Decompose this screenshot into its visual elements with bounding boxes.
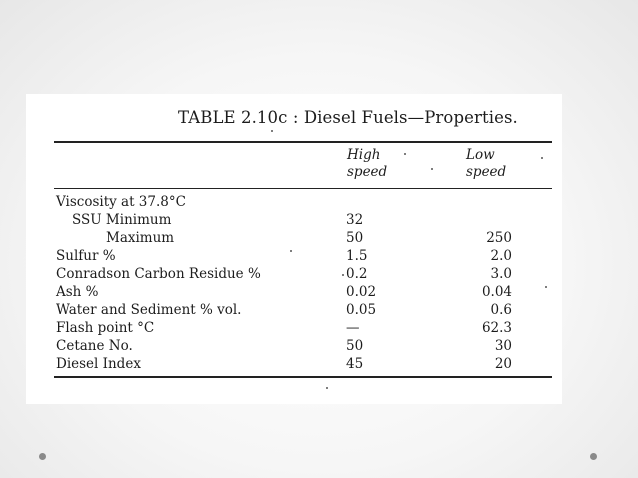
table-row [26, 211, 562, 229]
table-row [26, 193, 562, 211]
low-speed-value: 3.0 [490, 266, 512, 282]
table-row [26, 247, 562, 265]
column-header-low-line1: Low [466, 147, 495, 163]
high-speed-value: 0.02 [346, 284, 377, 300]
row-label: Conradson Carbon Residue % [56, 266, 261, 282]
row-label: Flash point °C [56, 320, 155, 336]
table-row [26, 301, 562, 319]
row-label: Cetane No. [56, 338, 133, 354]
row-label: Ash % [56, 284, 99, 300]
low-speed-value: 62.3 [481, 320, 512, 336]
scan-speck [404, 153, 406, 155]
table-row [26, 355, 562, 373]
scan-speck [342, 274, 344, 276]
table-body [26, 193, 562, 373]
slide-bullet-dot-left [39, 453, 46, 460]
low-speed-value: 30 [494, 338, 512, 354]
table-top-rule [54, 141, 552, 143]
table-header-rule [54, 188, 552, 189]
slide-bullet-dot-right [590, 453, 597, 460]
table-title: TABLE 2.10c : Diesel Fuels—Properties. [178, 108, 518, 127]
low-speed-value: 20 [494, 356, 512, 372]
table-row [26, 265, 562, 283]
high-speed-value: 50 [346, 230, 364, 246]
table-row [26, 283, 562, 301]
low-speed-value: 0.6 [490, 302, 512, 318]
row-label: Maximum [106, 230, 175, 246]
column-header-high-speed [347, 147, 387, 181]
row-label: Diesel Index [56, 356, 141, 372]
row-label: Viscosity at 37.8°C [56, 194, 186, 210]
scan-speck [326, 387, 328, 389]
table-row [26, 337, 562, 355]
scan-speck [545, 286, 547, 288]
high-speed-value: 0.2 [346, 266, 368, 282]
table-row [26, 319, 562, 337]
table-row [26, 229, 562, 247]
high-speed-value: 1.5 [346, 248, 368, 264]
column-header-low-speed [466, 147, 506, 181]
column-header-high-line1: High [347, 147, 381, 163]
scan-speck [541, 157, 543, 159]
low-speed-value: 250 [486, 230, 512, 246]
scanned-table-image [26, 94, 562, 404]
table-bottom-rule [54, 376, 552, 378]
high-speed-value: — [346, 320, 360, 336]
column-header-high-line2: speed [347, 164, 388, 180]
row-label: SSU Minimum [72, 212, 172, 228]
row-label: Water and Sediment % vol. [56, 302, 242, 318]
scan-speck [290, 250, 292, 252]
scan-speck [431, 168, 433, 170]
high-speed-value: 0.05 [346, 302, 377, 318]
high-speed-value: 50 [346, 338, 364, 354]
scan-speck [271, 130, 273, 132]
row-label: Sulfur % [56, 248, 116, 264]
high-speed-value: 32 [346, 212, 364, 228]
low-speed-value: 2.0 [490, 248, 512, 264]
high-speed-value: 45 [346, 356, 364, 372]
column-header-low-line2: speed [466, 164, 507, 180]
low-speed-value: 0.04 [481, 284, 512, 300]
